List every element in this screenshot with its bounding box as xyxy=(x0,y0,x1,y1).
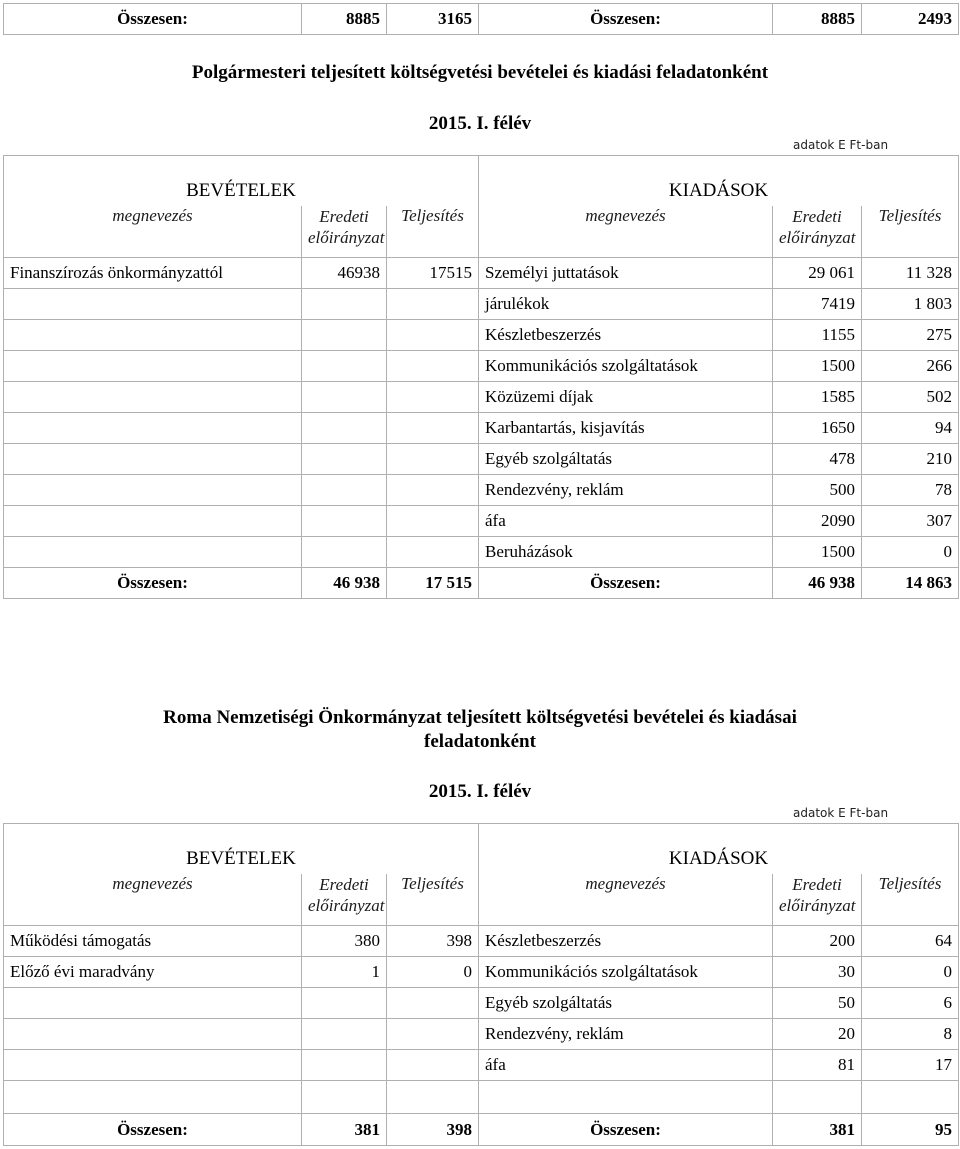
income-name-cell: Finanszírozás önkormányzattól xyxy=(4,258,302,289)
total-plan-expense: 46 938 xyxy=(773,568,862,599)
income-actual-cell xyxy=(387,506,479,537)
expense-plan-cell: 29 061 xyxy=(773,258,862,289)
income-plan-cell xyxy=(302,320,387,351)
expense-name-cell: Kommunikációs szolgáltatások xyxy=(479,351,773,382)
col-expense-name: megnevezés xyxy=(479,206,773,258)
total-actual-expense: 2493 xyxy=(862,4,959,35)
total-plan-expense: 381 xyxy=(773,1114,862,1146)
table-row xyxy=(4,444,959,475)
expense-plan-cell: 81 xyxy=(773,1050,862,1081)
income-plan-cell xyxy=(302,289,387,320)
expense-actual-cell: 307 xyxy=(862,506,959,537)
income-name-cell xyxy=(4,1019,302,1050)
expense-plan-cell: 7419 xyxy=(773,289,862,320)
income-name-cell xyxy=(4,444,302,475)
total-actual-income: 398 xyxy=(387,1114,479,1146)
expense-name-cell: Beruházások xyxy=(479,537,773,568)
expense-name-cell: Kommunikációs szolgáltatások xyxy=(479,957,773,988)
total-label-income: Összesen: xyxy=(4,1114,302,1146)
expense-plan-cell: 200 xyxy=(773,926,862,957)
income-name-cell xyxy=(4,475,302,506)
income-name-cell xyxy=(4,320,302,351)
income-plan-cell: 46938 xyxy=(302,258,387,289)
section1-table xyxy=(3,155,958,599)
expense-actual-cell: 275 xyxy=(862,320,959,351)
col-expense-name: megnevezés xyxy=(479,874,773,926)
col-income-plan: Eredeti előirányzat xyxy=(302,874,387,926)
total-plan-income: 381 xyxy=(302,1114,387,1146)
total-label-income: Összesen: xyxy=(4,568,302,599)
expense-plan-cell: 1585 xyxy=(773,382,862,413)
table-row xyxy=(4,320,959,351)
expense-actual-cell: 6 xyxy=(862,988,959,1019)
total-actual-income: 17 515 xyxy=(387,568,479,599)
expense-plan-cell: 500 xyxy=(773,475,862,506)
income-name-cell xyxy=(4,1050,302,1081)
section2-column-header xyxy=(4,874,959,926)
income-plan-cell xyxy=(302,1050,387,1081)
income-group-heading: BEVÉTELEK xyxy=(4,824,479,874)
expense-actual-cell: 1 803 xyxy=(862,289,959,320)
expense-actual-cell: 11 328 xyxy=(862,258,959,289)
section1-title: Polgármesteri teljesített költségvetési bevételei és kiadási feladatonként xyxy=(191,62,769,83)
income-actual-cell xyxy=(387,1019,479,1050)
income-plan-cell xyxy=(302,988,387,1019)
income-name-cell xyxy=(4,506,302,537)
expense-actual-cell: 8 xyxy=(862,1019,959,1050)
section1-group-header xyxy=(4,156,959,206)
income-plan-cell xyxy=(302,537,387,568)
expense-actual-cell: 210 xyxy=(862,444,959,475)
section2-total-row xyxy=(4,1114,959,1146)
expense-actual-cell: 266 xyxy=(862,351,959,382)
table-row xyxy=(4,258,959,289)
income-actual-cell: 17515 xyxy=(387,258,479,289)
income-actual-cell xyxy=(387,475,479,506)
expense-name-cell: Egyéb szolgáltatás xyxy=(479,444,773,475)
expense-actual-cell: 0 xyxy=(862,537,959,568)
expense-name-cell: Karbantartás, kisjavítás xyxy=(479,413,773,444)
income-plan-cell: 380 xyxy=(302,926,387,957)
section1-total-row xyxy=(4,568,959,599)
col-expense-plan: Eredeti előirányzat xyxy=(773,206,862,258)
expense-plan-cell: 2090 xyxy=(773,506,862,537)
total-label-expense: Összesen: xyxy=(479,568,773,599)
col-expense-actual: Teljesítés xyxy=(862,874,959,926)
total-label-expense: Összesen: xyxy=(479,1114,773,1146)
income-name-cell xyxy=(4,413,302,444)
income-group-heading: BEVÉTELEK xyxy=(4,156,479,206)
table-row xyxy=(4,926,959,957)
table-row xyxy=(4,289,959,320)
total-label-income: Összesen: xyxy=(4,4,302,35)
income-actual-cell: 0 xyxy=(387,957,479,988)
income-plan-cell xyxy=(302,475,387,506)
top-total-block xyxy=(3,3,958,35)
income-actual-cell xyxy=(387,537,479,568)
expense-name-cell: Készletbeszerzés xyxy=(479,926,773,957)
expense-group-heading: KIADÁSOK xyxy=(479,824,959,874)
expense-plan-cell: 1500 xyxy=(773,537,862,568)
section2-table xyxy=(3,823,958,1146)
table-row xyxy=(4,1019,959,1050)
expense-plan-cell: 1500 xyxy=(773,351,862,382)
total-plan-income: 46 938 xyxy=(302,568,387,599)
table-row xyxy=(4,351,959,382)
table-row xyxy=(4,506,959,537)
top-total-row xyxy=(4,4,959,35)
table-row xyxy=(4,1050,959,1081)
income-actual-cell xyxy=(387,444,479,475)
col-income-name: megnevezés xyxy=(4,206,302,258)
expense-name-cell: áfa xyxy=(479,506,773,537)
income-name-cell xyxy=(4,289,302,320)
income-plan-cell xyxy=(302,1019,387,1050)
income-name-cell: Előző évi maradvány xyxy=(4,957,302,988)
total-plan-income: 8885 xyxy=(302,4,387,35)
section1-column-header xyxy=(4,206,959,258)
income-actual-cell xyxy=(387,1050,479,1081)
table-row xyxy=(4,957,959,988)
expense-name-cell: Személyi juttatások xyxy=(479,258,773,289)
table-row xyxy=(4,475,959,506)
section2-unit-note: adatok E Ft-ban xyxy=(793,806,889,820)
total-actual-income: 3165 xyxy=(387,4,479,35)
table-row xyxy=(4,988,959,1019)
col-income-plan: Eredeti előirányzat xyxy=(302,206,387,258)
col-expense-actual: Teljesítés xyxy=(862,206,959,258)
expense-name-cell: Készletbeszerzés xyxy=(479,320,773,351)
income-actual-cell: 398 xyxy=(387,926,479,957)
table-row xyxy=(4,413,959,444)
expense-name-cell: Közüzemi díjak xyxy=(479,382,773,413)
income-name-cell xyxy=(4,351,302,382)
total-actual-expense: 95 xyxy=(862,1114,959,1146)
expense-plan-cell: 478 xyxy=(773,444,862,475)
expense-actual-cell: 78 xyxy=(862,475,959,506)
income-actual-cell xyxy=(387,289,479,320)
expense-plan-cell: 30 xyxy=(773,957,862,988)
section2-period: 2015. I. félév xyxy=(428,781,532,802)
expense-plan-cell: 1155 xyxy=(773,320,862,351)
table-row xyxy=(4,382,959,413)
income-plan-cell xyxy=(302,351,387,382)
income-actual-cell xyxy=(387,988,479,1019)
total-plan-expense: 8885 xyxy=(773,4,862,35)
income-name-cell xyxy=(4,382,302,413)
expense-plan-cell: 20 xyxy=(773,1019,862,1050)
income-actual-cell xyxy=(387,320,479,351)
section2-group-header xyxy=(4,824,959,874)
total-actual-expense: 14 863 xyxy=(862,568,959,599)
income-plan-cell xyxy=(302,382,387,413)
table-row xyxy=(4,537,959,568)
income-actual-cell xyxy=(387,351,479,382)
section1-unit-note: adatok E Ft-ban xyxy=(793,138,889,152)
expense-group-heading: KIADÁSOK xyxy=(479,156,959,206)
expense-actual-cell: 502 xyxy=(862,382,959,413)
total-label-expense: Összesen: xyxy=(479,4,773,35)
income-name-cell xyxy=(4,988,302,1019)
expense-name-cell: áfa xyxy=(479,1050,773,1081)
col-income-actual: Teljesítés xyxy=(387,206,479,258)
expense-plan-cell: 50 xyxy=(773,988,862,1019)
income-name-cell: Működési támogatás xyxy=(4,926,302,957)
col-income-name: megnevezés xyxy=(4,874,302,926)
expense-actual-cell: 94 xyxy=(862,413,959,444)
section2-spacer-row xyxy=(4,1081,959,1114)
expense-name-cell: Egyéb szolgáltatás xyxy=(479,988,773,1019)
section2-title: Roma Nemzetiségi Önkormányzat teljesített költségvetési bevételei és kiadásai feladatonként xyxy=(163,707,797,752)
income-actual-cell xyxy=(387,413,479,444)
income-plan-cell xyxy=(302,413,387,444)
col-expense-plan: Eredeti előirányzat xyxy=(773,874,862,926)
income-plan-cell xyxy=(302,444,387,475)
expense-plan-cell: 1650 xyxy=(773,413,862,444)
income-actual-cell xyxy=(387,382,479,413)
expense-actual-cell: 0 xyxy=(862,957,959,988)
income-plan-cell: 1 xyxy=(302,957,387,988)
expense-name-cell: Rendezvény, reklám xyxy=(479,475,773,506)
section1-period: 2015. I. félév xyxy=(428,113,532,134)
expense-name-cell: járulékok xyxy=(479,289,773,320)
expense-actual-cell: 64 xyxy=(862,926,959,957)
expense-actual-cell: 17 xyxy=(862,1050,959,1081)
expense-name-cell: Rendezvény, reklám xyxy=(479,1019,773,1050)
income-plan-cell xyxy=(302,506,387,537)
income-name-cell xyxy=(4,537,302,568)
col-income-actual: Teljesítés xyxy=(387,874,479,926)
